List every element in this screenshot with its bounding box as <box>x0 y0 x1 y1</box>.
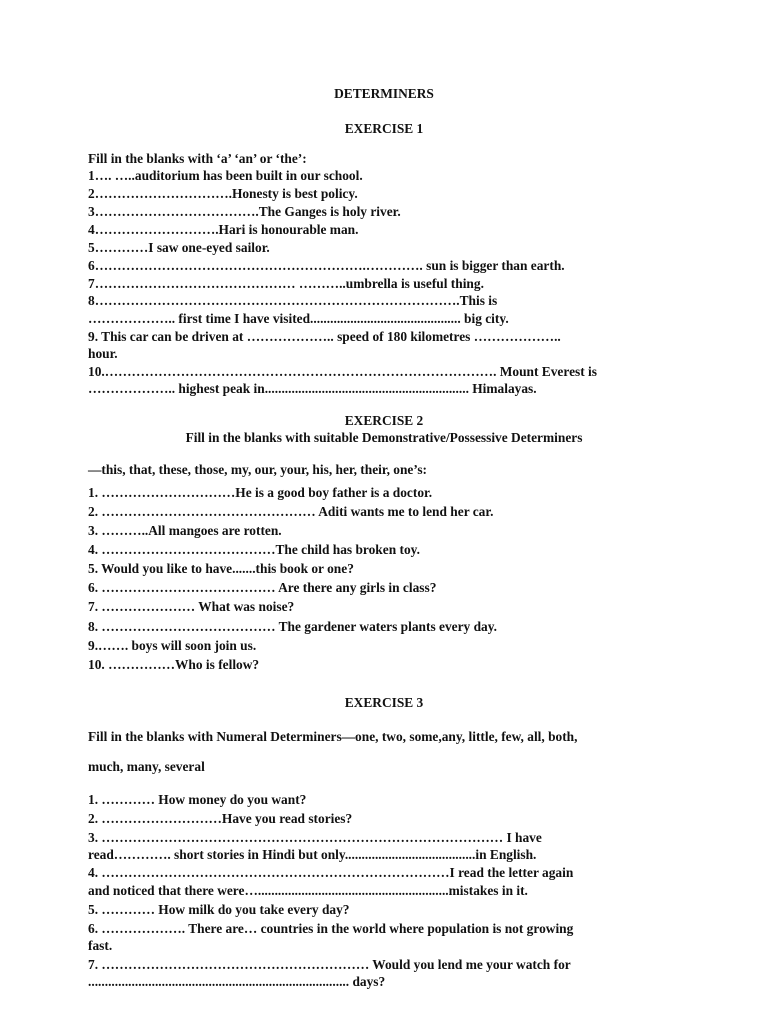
exercise-3-instruction: Fill in the blanks with Numeral Determiners—one, two, some,any, little, few, all, both, <box>88 729 578 744</box>
exercise-3-line: 7. …………………………………………………… Would you lend me your watch for <box>88 957 571 972</box>
exercise-1-line: 8……………………………………………………………………….This is <box>88 293 498 308</box>
exercise-1-line: 10.……………………………………………………………………………. Mount Everest is <box>88 364 597 379</box>
exercise-3-line: 2. ………………………Have you read stories? <box>88 811 353 826</box>
exercise-1-heading: EXERCISE 1 <box>344 121 424 136</box>
exercise-2-wordlist: —this, that, these, those, my, our, your, his, her, their, one’s: <box>88 462 428 477</box>
exercise-2-line: 9.……. boys will soon join us. <box>88 638 257 653</box>
exercise-3-instruction: much, many, several <box>88 759 205 774</box>
exercise-3-line: 3. ……………………………………………………………………………… I have <box>88 830 542 845</box>
exercise-2-heading: EXERCISE 2 <box>344 413 424 428</box>
exercise-1-line: 4……………………….Hari is honourable man. <box>88 222 359 237</box>
exercise-2-line: 6. ………………………………… Are there any girls in class? <box>88 580 437 595</box>
exercise-2-line: 3. ………..All mangoes are rotten. <box>88 523 282 538</box>
exercise-1-instruction: Fill in the blanks with ‘a’ ‘an’ or ‘the’: <box>88 151 307 166</box>
exercise-1-line: hour. <box>88 346 118 361</box>
exercise-3-line: and noticed that there were….........................................................mistakes in it. <box>88 883 528 898</box>
page-title: DETERMINERS <box>334 86 434 101</box>
exercise-1-line: 2………………………….Honesty is best policy. <box>88 186 358 201</box>
exercise-3-line: 1. ………… How money do you want? <box>88 792 307 807</box>
exercise-1-line: 1…. …..auditorium has been built in our school. <box>88 168 363 183</box>
exercise-2-line: 4. …………………………………The child has broken toy. <box>88 542 420 557</box>
exercise-3-line: 6. ………………. There are… countries in the world where population is not growing <box>88 921 574 936</box>
exercise-3-line: read…………. short stories in Hindi but only.......................................in English. <box>88 847 537 862</box>
exercise-1-line: ……………….. first time I have visited............................................. big city. <box>88 311 509 326</box>
exercise-1-line: 3……………………………….The Ganges is holy river. <box>88 204 401 219</box>
exercise-2-line: 5. Would you like to have.......this book or one? <box>88 561 354 576</box>
exercise-1-line: 5…………I saw one-eyed sailor. <box>88 240 270 255</box>
exercise-1-line: ……………….. highest peak in............................................................. Himalayas. <box>88 381 537 396</box>
exercise-2-line: 1. …………………………He is a good boy father is a doctor. <box>88 485 433 500</box>
exercise-3-heading: EXERCISE 3 <box>344 695 424 710</box>
exercise-2-line: 8. ………………………………… The gardener waters plants every day. <box>88 619 498 634</box>
exercise-3-line: 4. ……………………………………………………………………I read the letter again <box>88 865 574 880</box>
exercise-2-subheading: Fill in the blanks with suitable Demonstrative/Possessive Determiners <box>185 430 583 445</box>
exercise-2-line: 7. ………………… What was noise? <box>88 599 295 614</box>
exercise-2-line: 10. ……………Who is fellow? <box>88 657 260 672</box>
exercise-1-line: 9. This car can be driven at ……………….. speed of 180 kilometres ……………….. <box>88 329 561 344</box>
exercise-3-line: fast. <box>88 938 113 953</box>
exercise-1-line: 6…………………………………………………….…………. sun is bigger than earth. <box>88 258 565 273</box>
exercise-1-line: 7……………………………………… ………..umbrella is useful thing. <box>88 276 484 291</box>
exercise-2-line: 2. ………………………………………… Aditi wants me to lend her car. <box>88 504 494 519</box>
exercise-3-line: 5. ………… How milk do you take every day? <box>88 902 350 917</box>
exercise-3-line: .............................................................................. days? <box>88 974 386 989</box>
